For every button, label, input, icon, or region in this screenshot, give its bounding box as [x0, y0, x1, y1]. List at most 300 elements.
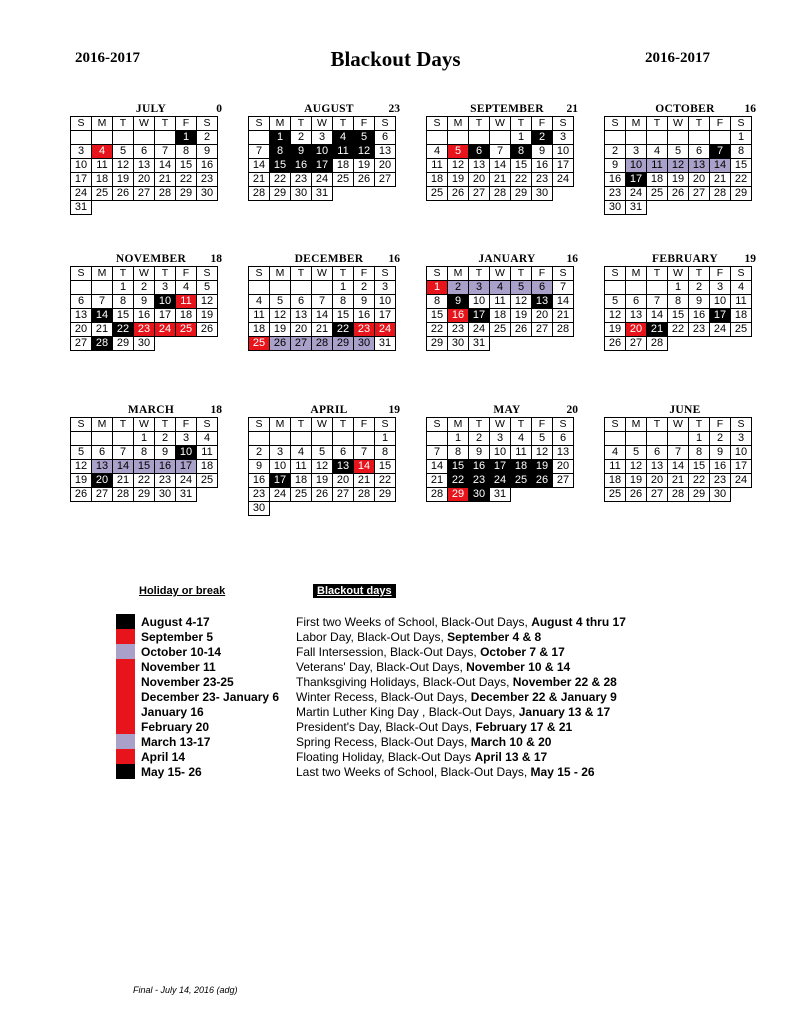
legend-row	[116, 719, 626, 734]
legend-description-text: Last two Weeks of School, Black-Out Days,	[296, 764, 531, 779]
day-cell	[155, 131, 176, 145]
legend-description	[296, 690, 617, 704]
month-table	[248, 266, 396, 351]
weekday-header: F	[710, 418, 731, 432]
day-cell: 25	[197, 474, 218, 488]
empty-cell	[176, 337, 197, 351]
month-header	[604, 252, 766, 266]
day-cell	[134, 131, 155, 145]
weekday-header: T	[647, 267, 668, 281]
day-cell: 25	[731, 323, 752, 337]
blackout-count: 16	[744, 103, 756, 115]
day-cell: 29	[511, 187, 532, 201]
day-cell: 5	[197, 281, 218, 295]
day-cell: 6	[134, 145, 155, 159]
day-cell: 26	[270, 337, 291, 351]
empty-cell	[333, 187, 354, 201]
legend-description-text: President's Day, Black-Out Days,	[296, 719, 476, 734]
legend-row	[116, 644, 626, 659]
legend-period: August 4-17	[141, 614, 210, 629]
weekday-header: M	[626, 117, 647, 131]
legend-description	[296, 765, 595, 779]
day-cell: 15	[113, 309, 134, 323]
month-header	[248, 252, 410, 266]
day-cell: 22	[134, 474, 155, 488]
day-cell: 5	[532, 432, 553, 446]
day-cell: 21	[92, 323, 113, 337]
day-cell: 16	[134, 309, 155, 323]
day-cell: 15	[731, 159, 752, 173]
legend-description-text: Floating Holiday, Black-Out Days	[296, 749, 475, 764]
day-cell: 26	[511, 323, 532, 337]
day-cell: 10	[553, 145, 574, 159]
day-cell: 18	[197, 460, 218, 474]
day-cell: 25	[511, 474, 532, 488]
legend-description-text: Winter Recess, Black-Out Days,	[296, 689, 471, 704]
day-cell: 15	[427, 309, 448, 323]
day-cell: 18	[333, 159, 354, 173]
year-label-right: 2016-2017	[645, 50, 710, 66]
day-cell: 11	[176, 295, 197, 309]
day-cell: 10	[731, 446, 752, 460]
weekday-header: T	[469, 418, 490, 432]
weekday-header: T	[291, 418, 312, 432]
month-name: AUGUST	[304, 103, 354, 115]
day-cell: 3	[626, 145, 647, 159]
blackout-count: 19	[388, 404, 400, 416]
day-cell: 5	[668, 145, 689, 159]
day-cell: 3	[176, 432, 197, 446]
day-cell: 12	[448, 159, 469, 173]
day-cell: 29	[731, 187, 752, 201]
day-cell: 10	[176, 446, 197, 460]
month-february	[604, 252, 766, 351]
day-cell: 30	[532, 187, 553, 201]
month-table	[426, 116, 574, 201]
day-cell	[71, 432, 92, 446]
weekday-header: T	[113, 117, 134, 131]
day-cell: 24	[469, 323, 490, 337]
day-cell: 23	[710, 474, 731, 488]
day-cell: 17	[270, 474, 291, 488]
weekday-header: M	[448, 267, 469, 281]
day-cell: 26	[532, 474, 553, 488]
empty-cell	[731, 337, 752, 351]
empty-cell	[197, 337, 218, 351]
weekday-header: T	[689, 418, 710, 432]
month-name: MAY	[493, 404, 521, 416]
weekday-header: S	[197, 267, 218, 281]
day-cell: 9	[448, 295, 469, 309]
day-cell: 2	[469, 432, 490, 446]
day-cell: 25	[249, 337, 270, 351]
day-cell: 2	[448, 281, 469, 295]
year-label-left: 2016-2017	[75, 50, 140, 66]
day-cell: 12	[71, 460, 92, 474]
day-cell: 24	[731, 474, 752, 488]
day-cell	[92, 432, 113, 446]
day-cell: 22	[333, 323, 354, 337]
day-cell: 16	[710, 460, 731, 474]
day-cell	[354, 432, 375, 446]
day-cell: 10	[490, 446, 511, 460]
day-cell: 30	[155, 488, 176, 502]
legend-blackout-dates: November 10 & 14	[466, 659, 571, 674]
empty-cell	[710, 337, 731, 351]
empty-cell	[511, 488, 532, 502]
day-cell: 3	[312, 131, 333, 145]
legend-description	[296, 705, 610, 719]
day-cell	[71, 131, 92, 145]
legend-row	[116, 614, 626, 629]
day-cell: 6	[553, 432, 574, 446]
day-cell: 24	[710, 323, 731, 337]
day-cell: 24	[626, 187, 647, 201]
day-cell: 9	[689, 295, 710, 309]
legend-description-text: Veterans' Day, Black-Out Days,	[296, 659, 467, 674]
day-cell: 14	[668, 460, 689, 474]
day-cell	[312, 281, 333, 295]
day-cell: 17	[312, 159, 333, 173]
day-cell: 21	[553, 309, 574, 323]
day-cell: 4	[92, 145, 113, 159]
empty-cell	[511, 337, 532, 351]
day-cell: 21	[249, 173, 270, 187]
weekday-header: T	[291, 117, 312, 131]
day-cell: 7	[668, 446, 689, 460]
day-cell: 20	[92, 474, 113, 488]
day-cell: 15	[333, 309, 354, 323]
legend-description	[296, 630, 541, 644]
day-cell: 7	[249, 145, 270, 159]
weekday-header: M	[626, 267, 647, 281]
empty-cell	[155, 201, 176, 215]
day-cell: 30	[354, 337, 375, 351]
day-cell: 27	[553, 474, 574, 488]
weekday-header: F	[176, 117, 197, 131]
legend-blackout-dates: September 4 & 8	[447, 629, 542, 644]
weekday-header: W	[134, 117, 155, 131]
day-cell: 21	[155, 173, 176, 187]
legend-swatch	[116, 764, 135, 779]
month-may	[426, 403, 588, 502]
day-cell: 21	[490, 173, 511, 187]
day-cell	[689, 131, 710, 145]
day-cell	[626, 131, 647, 145]
day-cell: 24	[490, 474, 511, 488]
weekday-header: T	[511, 267, 532, 281]
day-cell: 13	[532, 295, 553, 309]
day-cell: 18	[291, 474, 312, 488]
weekday-header: T	[469, 267, 490, 281]
legend-row	[116, 659, 626, 674]
day-cell: 8	[113, 295, 134, 309]
day-cell: 24	[71, 187, 92, 201]
day-cell: 31	[469, 337, 490, 351]
day-cell: 15	[176, 159, 197, 173]
legend-description	[296, 615, 626, 629]
day-cell: 1	[448, 432, 469, 446]
month-name: FEBRUARY	[652, 253, 718, 265]
day-cell: 9	[354, 295, 375, 309]
day-cell: 23	[448, 323, 469, 337]
weekday-header: F	[176, 418, 197, 432]
day-cell: 21	[710, 173, 731, 187]
day-cell: 11	[92, 159, 113, 173]
day-cell: 4	[291, 446, 312, 460]
empty-cell	[333, 502, 354, 516]
day-cell: 23	[291, 173, 312, 187]
day-cell: 22	[270, 173, 291, 187]
month-header	[70, 102, 232, 116]
day-cell: 23	[532, 173, 553, 187]
day-cell: 2	[134, 281, 155, 295]
month-name: JUNE	[669, 404, 701, 416]
legend-period: September 5	[141, 629, 214, 644]
day-cell	[427, 131, 448, 145]
weekday-header: W	[490, 418, 511, 432]
month-april	[248, 403, 410, 516]
legend-swatch	[116, 719, 135, 734]
day-cell: 11	[427, 159, 448, 173]
day-cell: 5	[312, 446, 333, 460]
day-cell	[113, 131, 134, 145]
day-cell: 29	[427, 337, 448, 351]
weekday-header: S	[71, 418, 92, 432]
day-cell	[490, 131, 511, 145]
day-cell: 8	[427, 295, 448, 309]
day-cell: 17	[375, 309, 396, 323]
blackout-count: 0	[216, 103, 222, 115]
weekday-header: T	[155, 117, 176, 131]
weekday-header: S	[427, 418, 448, 432]
day-cell: 11	[291, 460, 312, 474]
day-cell: 19	[605, 323, 626, 337]
day-cell: 8	[134, 446, 155, 460]
footer-note: Final - July 14, 2016 (adg)	[133, 985, 238, 995]
day-cell: 9	[155, 446, 176, 460]
month-june	[604, 403, 766, 502]
legend-blackout-dates: December 22 & January 9	[470, 689, 617, 704]
day-cell: 30	[291, 187, 312, 201]
month-header	[70, 403, 232, 417]
blackout-count: 23	[388, 103, 400, 115]
month-table	[604, 417, 752, 502]
day-cell: 12	[532, 446, 553, 460]
day-cell: 1	[134, 432, 155, 446]
day-cell: 14	[427, 460, 448, 474]
day-cell: 30	[249, 502, 270, 516]
day-cell: 22	[375, 474, 396, 488]
day-cell: 31	[375, 337, 396, 351]
day-cell: 2	[689, 281, 710, 295]
day-cell: 6	[626, 295, 647, 309]
day-cell: 1	[668, 281, 689, 295]
month-september	[426, 102, 588, 201]
day-cell	[92, 131, 113, 145]
day-cell: 3	[270, 446, 291, 460]
weekday-header: M	[448, 117, 469, 131]
day-cell: 3	[71, 145, 92, 159]
day-cell: 22	[427, 323, 448, 337]
month-header	[426, 403, 588, 417]
day-cell	[668, 131, 689, 145]
day-cell: 30	[605, 201, 626, 215]
day-cell: 21	[354, 474, 375, 488]
day-cell: 14	[249, 159, 270, 173]
weekday-header: W	[490, 117, 511, 131]
day-cell: 23	[354, 323, 375, 337]
day-cell: 10	[375, 295, 396, 309]
weekday-header: W	[312, 117, 333, 131]
month-table	[426, 266, 574, 351]
legend-period: November 23-25	[141, 674, 234, 689]
day-cell: 10	[312, 145, 333, 159]
day-cell: 27	[375, 173, 396, 187]
weekday-header: S	[375, 418, 396, 432]
day-cell: 3	[731, 432, 752, 446]
day-cell: 12	[354, 145, 375, 159]
day-cell	[668, 432, 689, 446]
day-cell: 20	[375, 159, 396, 173]
weekday-header: F	[532, 267, 553, 281]
day-cell: 8	[270, 145, 291, 159]
day-cell: 25	[333, 173, 354, 187]
day-cell: 12	[605, 309, 626, 323]
day-cell	[249, 432, 270, 446]
day-cell: 27	[333, 488, 354, 502]
day-cell: 10	[626, 159, 647, 173]
day-cell: 24	[176, 474, 197, 488]
day-cell: 27	[626, 337, 647, 351]
day-cell: 28	[668, 488, 689, 502]
legend-period: March 13-17	[141, 734, 211, 749]
day-cell	[605, 281, 626, 295]
day-cell	[647, 131, 668, 145]
day-cell: 19	[511, 309, 532, 323]
day-cell: 22	[731, 173, 752, 187]
day-cell: 14	[354, 460, 375, 474]
day-cell: 17	[71, 173, 92, 187]
day-cell	[427, 432, 448, 446]
blackout-count: 21	[566, 103, 578, 115]
weekday-header: W	[668, 267, 689, 281]
weekday-header: F	[532, 117, 553, 131]
day-cell: 26	[626, 488, 647, 502]
weekday-header: S	[427, 267, 448, 281]
day-cell: 17	[176, 460, 197, 474]
legend-blackout-dates: August 4 thru 17	[531, 614, 626, 629]
day-cell: 28	[553, 323, 574, 337]
day-cell: 13	[291, 309, 312, 323]
day-cell: 19	[626, 474, 647, 488]
legend-description	[296, 645, 565, 659]
day-cell: 20	[532, 309, 553, 323]
day-cell: 15	[668, 309, 689, 323]
day-cell: 5	[354, 131, 375, 145]
weekday-header: T	[333, 117, 354, 131]
month-name: OCTOBER	[655, 103, 715, 115]
day-cell: 12	[511, 295, 532, 309]
day-cell: 5	[270, 295, 291, 309]
blackout-count: 19	[744, 253, 756, 265]
weekday-header: M	[92, 418, 113, 432]
day-cell: 19	[532, 460, 553, 474]
day-cell: 2	[197, 131, 218, 145]
weekday-header: T	[469, 117, 490, 131]
day-cell: 7	[92, 295, 113, 309]
day-cell: 30	[469, 488, 490, 502]
day-cell: 22	[689, 474, 710, 488]
day-cell: 5	[626, 446, 647, 460]
day-cell: 16	[354, 309, 375, 323]
day-cell: 6	[647, 446, 668, 460]
blackout-count: 18	[210, 253, 222, 265]
day-cell: 6	[532, 281, 553, 295]
legend-blackout-dates: October 7 & 17	[480, 644, 565, 659]
day-cell: 9	[249, 460, 270, 474]
legend-row	[116, 749, 626, 764]
day-cell: 7	[354, 446, 375, 460]
day-cell: 27	[689, 187, 710, 201]
day-cell	[312, 432, 333, 446]
empty-cell	[532, 337, 553, 351]
legend-period: May 15- 26	[141, 764, 202, 779]
month-table	[604, 266, 752, 351]
day-cell: 19	[312, 474, 333, 488]
weekday-header: S	[375, 267, 396, 281]
legend-period: April 14	[141, 749, 186, 764]
day-cell: 2	[155, 432, 176, 446]
day-cell: 13	[134, 159, 155, 173]
day-cell: 10	[710, 295, 731, 309]
empty-cell	[689, 201, 710, 215]
day-cell: 11	[731, 295, 752, 309]
day-cell: 10	[469, 295, 490, 309]
day-cell: 20	[553, 460, 574, 474]
month-name: JANUARY	[478, 253, 536, 265]
weekday-header: T	[155, 418, 176, 432]
day-cell: 13	[553, 446, 574, 460]
day-cell: 30	[448, 337, 469, 351]
day-cell	[270, 281, 291, 295]
empty-cell	[113, 201, 134, 215]
day-cell: 20	[291, 323, 312, 337]
day-cell: 10	[155, 295, 176, 309]
day-cell: 26	[448, 187, 469, 201]
empty-cell	[731, 201, 752, 215]
day-cell	[113, 432, 134, 446]
month-name: APRIL	[310, 404, 348, 416]
day-cell: 25	[647, 187, 668, 201]
day-cell: 6	[469, 145, 490, 159]
day-cell: 26	[197, 323, 218, 337]
day-cell: 27	[469, 187, 490, 201]
empty-cell	[490, 337, 511, 351]
day-cell	[605, 432, 626, 446]
day-cell: 13	[375, 145, 396, 159]
day-cell: 10	[270, 460, 291, 474]
weekday-header: F	[532, 418, 553, 432]
day-cell: 11	[647, 159, 668, 173]
weekday-header: T	[113, 267, 134, 281]
day-cell: 7	[710, 145, 731, 159]
day-cell: 17	[155, 309, 176, 323]
weekday-header: F	[710, 267, 731, 281]
day-cell: 11	[490, 295, 511, 309]
day-cell: 9	[532, 145, 553, 159]
legend-description-text: Martin Luther King Day , Black-Out Days,	[296, 704, 519, 719]
